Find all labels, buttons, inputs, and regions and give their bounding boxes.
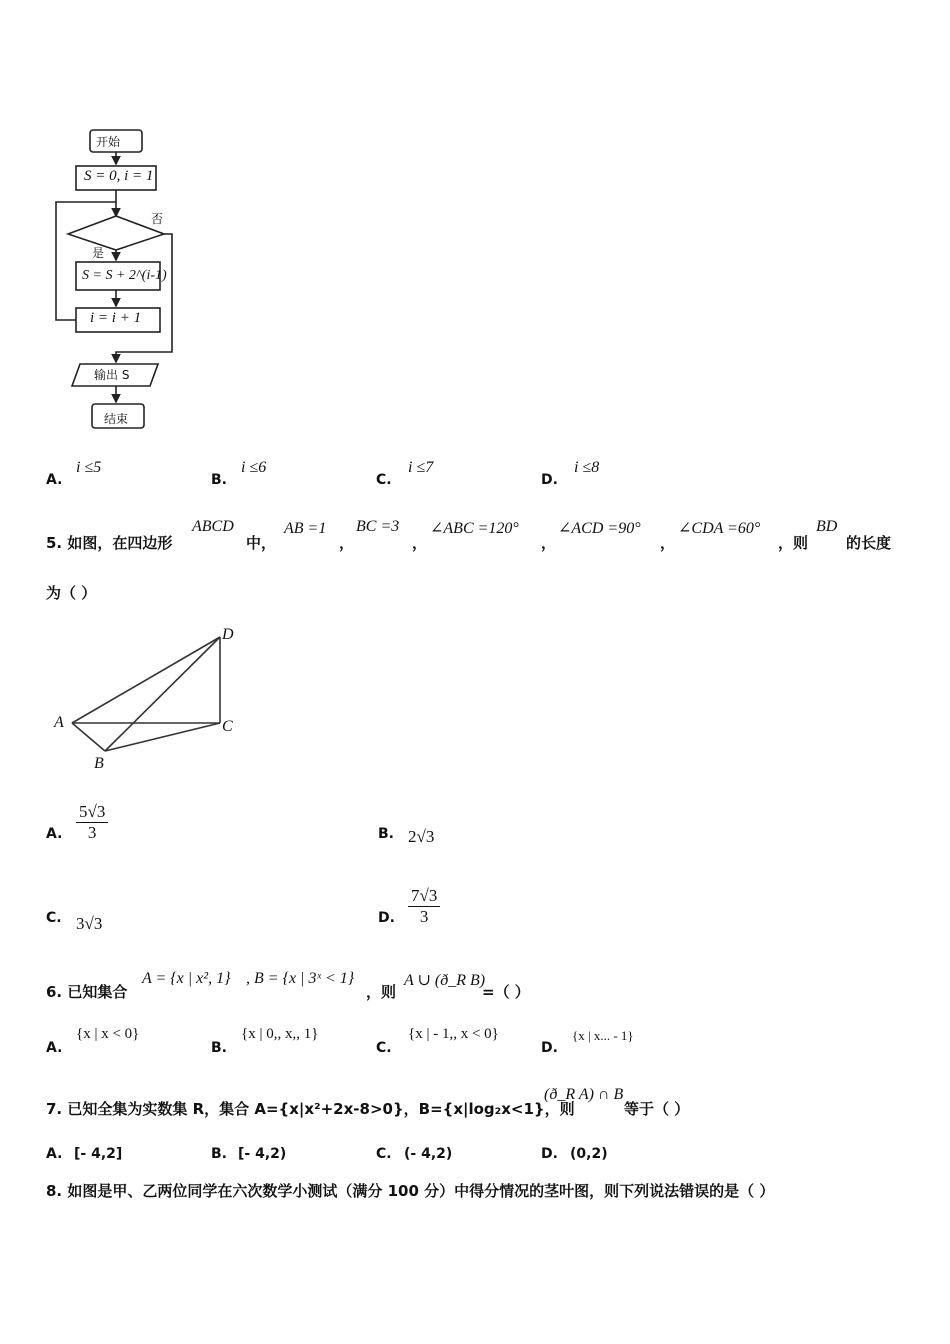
flow-s-label: S = S + 2^(i-1) xyxy=(82,268,167,283)
q6-then: ，则 xyxy=(366,983,397,1001)
figure-label-c: C xyxy=(222,718,233,735)
q5-then: ，则 xyxy=(778,534,809,552)
q7-option-d-label[interactable]: D. xyxy=(541,1146,558,1162)
q5-ab: AB =1 xyxy=(284,520,327,537)
q6-option-d-label[interactable]: D. xyxy=(541,1040,558,1056)
flow-start-label: 开始 xyxy=(96,135,121,149)
flow-no-label: 否 xyxy=(151,212,164,226)
q5-sep-3: ， xyxy=(541,534,557,552)
q6-prefix: 6. 已知集合 xyxy=(46,983,128,1001)
q5-option-d-den: 3 xyxy=(419,907,429,926)
q7-option-b[interactable]: [- 4,2) xyxy=(238,1146,287,1162)
q7-option-c-label[interactable]: C. xyxy=(376,1146,392,1162)
q7-option-c[interactable]: (- 4,2) xyxy=(404,1146,453,1162)
q5-bd: BD xyxy=(816,518,838,535)
flow-condition-diamond xyxy=(68,216,164,250)
q7-option-b-label[interactable]: B. xyxy=(211,1146,227,1162)
q4-option-a-label[interactable]: A. xyxy=(46,472,63,488)
flow-end-label: 结束 xyxy=(104,412,129,426)
q6-option-d[interactable]: {x | x... - 1} xyxy=(572,1028,634,1043)
flow-output-label: 输出 S xyxy=(94,368,130,382)
quadrilateral-figure xyxy=(50,625,250,775)
segment-bc xyxy=(105,723,220,751)
q5-sep-1: ， xyxy=(339,534,355,552)
segment-ab xyxy=(72,723,105,751)
q5-bc: BC =3 xyxy=(356,518,400,535)
q7-option-a-label[interactable]: A. xyxy=(46,1146,63,1162)
q4-option-c[interactable]: i ≤7 xyxy=(408,459,434,476)
q5-prefix: 5. 如图，在四边形 xyxy=(46,534,173,552)
flow-init-label: S = 0, i = 1 xyxy=(84,168,154,184)
q5-option-a[interactable] xyxy=(76,802,108,843)
q7-expr: (ð_R A) ∩ B xyxy=(544,1086,624,1103)
q5-option-d-num: 7√3 xyxy=(408,886,440,907)
figure-label-b: B xyxy=(94,755,104,772)
q6-option-a-label[interactable]: A. xyxy=(46,1040,63,1056)
q5-option-a-num: 5√3 xyxy=(76,802,108,823)
q7-option-d[interactable]: (0,2) xyxy=(570,1146,608,1162)
q5-option-b-label[interactable]: B. xyxy=(378,826,394,842)
q5-angle-abc: ∠ABC =120° xyxy=(430,520,519,537)
q6-suffix: =（ ） xyxy=(482,983,530,1001)
q5-option-a-den: 3 xyxy=(87,823,97,842)
q6-option-a[interactable]: {x | x < 0} xyxy=(76,1026,140,1042)
q5-sep-2: ， xyxy=(412,534,428,552)
q6-set-a: A = {x | x², 1} xyxy=(142,970,231,987)
q8-text: 8. 如图是甲、乙两位同学在六次数学小测试（满分 100 分）中得分情况的茎叶图，则下列说法错误的是（ ） xyxy=(46,1182,775,1200)
q6-option-c-label[interactable]: C. xyxy=(376,1040,392,1056)
q7-option-a[interactable]: [- 4,2] xyxy=(74,1146,123,1162)
q4-option-b-label[interactable]: B. xyxy=(211,472,227,488)
q5-line2: 为（ ） xyxy=(46,584,97,602)
q7-text: 7. 已知全集为实数集 R，集合 A={x|x²+2x-8>0}，B={x|log₂x<1}，则 xyxy=(46,1100,575,1118)
q5-option-d-label[interactable]: D. xyxy=(378,910,395,926)
q4-option-b[interactable]: i ≤6 xyxy=(241,459,267,476)
q6-option-c[interactable]: {x | - 1,, x < 0} xyxy=(408,1026,499,1042)
q4-option-c-label[interactable]: C. xyxy=(376,472,392,488)
q5-option-d[interactable] xyxy=(408,886,440,927)
q6-option-b-label[interactable]: B. xyxy=(211,1040,227,1056)
q4-option-d[interactable]: i ≤8 xyxy=(574,459,600,476)
q6-option-b[interactable]: {x | 0,, x,, 1} xyxy=(241,1026,319,1042)
q5-option-a-label[interactable]: A. xyxy=(46,826,63,842)
q7-suffix: 等于（ ） xyxy=(624,1100,690,1118)
flow-i-label: i = i + 1 xyxy=(90,310,142,326)
q5-mid: 中， xyxy=(246,534,277,552)
q5-option-c-label[interactable]: C. xyxy=(46,910,62,926)
q6-set-b: , B = {x | 3ˣ < 1} xyxy=(246,970,355,987)
q5-angle-cda: ∠CDA =60° xyxy=(678,520,761,537)
q4-option-a[interactable]: i ≤5 xyxy=(76,459,102,476)
q5-option-c[interactable]: 3√3 xyxy=(76,914,103,933)
q5-sep-4: ， xyxy=(660,534,676,552)
q4-option-d-label[interactable]: D. xyxy=(541,472,558,488)
q5-angle-acd: ∠ACD =90° xyxy=(558,520,641,537)
flow-yes-label: 是 xyxy=(92,246,105,260)
figure-label-d: D xyxy=(222,626,234,643)
q5-suffix: 的长度 xyxy=(846,534,892,552)
q5-option-b[interactable]: 2√3 xyxy=(408,827,435,846)
figure-label-a: A xyxy=(54,714,64,731)
q6-expr: A ∪ (ð_R B) xyxy=(404,972,486,989)
q5-abcd: ABCD xyxy=(192,518,234,535)
